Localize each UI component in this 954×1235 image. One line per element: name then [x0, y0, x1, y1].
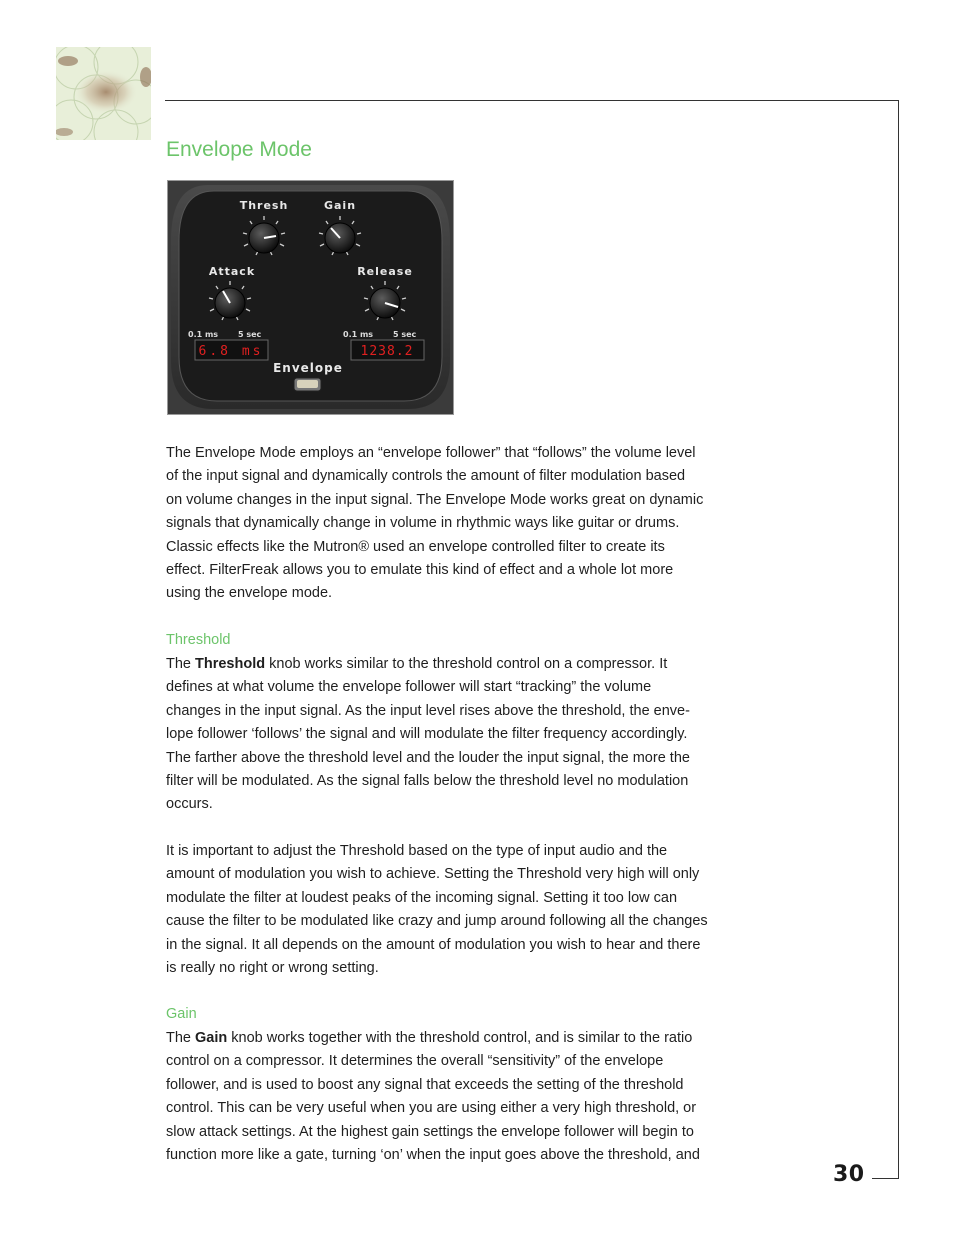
frame-line-right: [898, 100, 899, 1179]
threshold-line: amount of modulation you wish to achieve. Setting the Threshold very high will only: [166, 866, 700, 883]
frame-line-bottom: [872, 1178, 899, 1179]
threshold-line: It is important to adjust the Threshold based on the type of input audio and the: [166, 843, 668, 859]
threshold-line: is really no right or wrong setting.: [166, 960, 379, 977]
attack-min-label: 0.1 ms: [188, 330, 219, 339]
gain-line: control on a compressor. It determines the overall “sensitivity” of the envelope: [166, 1053, 664, 1070]
threshold-paragraph-1: [166, 653, 786, 817]
gain-heading: Gain: [166, 1006, 197, 1022]
gain-line: slow attack settings. At the highest gain settings the envelope follower will begin to: [166, 1123, 694, 1140]
intro-line: of the input signal and dynamically controls the amount of filter modulation based: [166, 468, 686, 485]
threshold-line: defines at what volume the envelope follower will start “tracking” the volume: [166, 679, 652, 696]
gain-label: Gain: [323, 199, 357, 212]
inline-text: The: [166, 1030, 196, 1046]
envelope-panel-image: [167, 180, 454, 415]
envelope-label: Envelope: [273, 361, 343, 375]
release-max-label: 5 sec: [393, 330, 417, 339]
threshold-line: The farther above the threshold level and the louder the input signal, the more the: [166, 749, 690, 766]
attack-label: Attack: [208, 265, 256, 278]
intro-line: signals that dynamically change in volume in rhythmic ways like guitar or drums.: [166, 515, 680, 532]
intro-paragraph: [166, 442, 786, 606]
threshold-line: lope follower ‘follows’ the signal and will modulate the filter frequency accordingly.: [166, 726, 688, 743]
release-label: Release: [357, 265, 413, 278]
intro-line: using the envelope mode.: [166, 585, 333, 602]
threshold-line: filter will be modulated. As the signal falls below the threshold level no modulation: [166, 773, 689, 790]
inline-text: knob works similar to the threshold control on a compressor. It: [265, 656, 668, 672]
threshold-line: modulate the filter at loudest peaks of the incoming signal. Setting it too low can: [166, 889, 678, 906]
envelope-toggle-button[interactable]: [294, 378, 321, 391]
threshold-line: in the signal. It all depends on the amount of modulation you wish to hear and there: [166, 936, 701, 953]
corner-decoration-image: [56, 47, 151, 140]
threshold-paragraph-2: [166, 840, 796, 980]
attack-value-display: 6.8 ms: [198, 344, 264, 359]
intro-line: on volume changes in the input signal. The Envelope Mode works great on dynamic: [166, 491, 704, 508]
gain-paragraph: [166, 1027, 786, 1167]
inline-text: The: [166, 656, 196, 672]
intro-line: The Envelope Mode employs an “envelope follower” that “follows” the volume level: [166, 445, 696, 461]
intro-line: Classic effects like the Mutron® used an envelope controlled filter to create its: [166, 538, 665, 555]
gain-term: Gain: [195, 1030, 228, 1046]
section-title: Envelope Mode: [166, 138, 312, 161]
threshold-term: Threshold: [195, 656, 266, 672]
release-value-display: 1238.2: [360, 344, 414, 359]
intro-line: effect. FilterFreak allows you to emulate this kind of effect and a whole lot more: [166, 562, 674, 579]
threshold-line: occurs.: [166, 796, 213, 813]
page-number: 30: [833, 1162, 865, 1187]
gain-line: control. This can be very useful when you are using either a very high threshold, or: [166, 1100, 697, 1117]
threshold-line: changes in the input signal. As the input level rises above the threshold, the enve-: [166, 702, 690, 719]
attack-max-label: 5 sec: [238, 330, 262, 339]
release-min-label: 0.1 ms: [343, 330, 374, 339]
threshold-heading: Threshold: [166, 632, 231, 648]
thresh-label: Thresh: [239, 199, 289, 212]
frame-line-top: [165, 100, 899, 101]
gain-line: follower, and is used to boost any signal that exceeds the setting of the threshold: [166, 1076, 684, 1093]
threshold-line: cause the filter to be modulated like crazy and jump around following all the changes: [166, 913, 708, 930]
gain-line: function more like a gate, turning ‘on’ when the input goes above the threshold, and: [166, 1147, 700, 1164]
inline-text: knob works together with the threshold control, and is similar to the ratio: [227, 1030, 693, 1046]
